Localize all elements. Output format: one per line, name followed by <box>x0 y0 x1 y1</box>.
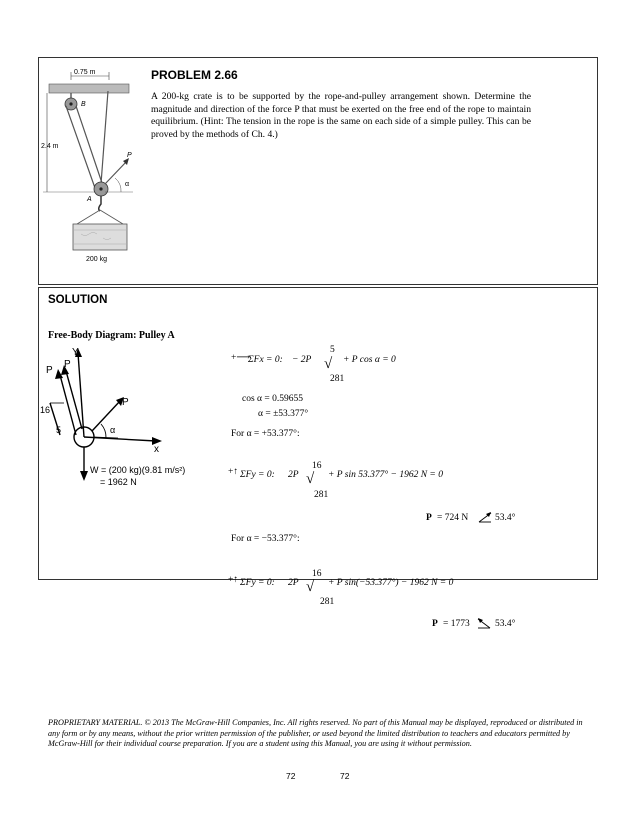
eq2-plus-arrow: +↑ <box>228 467 239 477</box>
footer-text: PROPRIETARY MATERIAL. © 2013 The McGraw-Hill Companies, Inc. All rights reserved. No part of this Manual may be displayed, reproduced or distributed in any form or by any means, without the prior written permission of the publisher, or used beyond the limited distribution to teachers and educators permitted by McGraw-Hill for their individual course preparation. If you are a student using this Manual, you are using it without permission. <box>48 718 583 748</box>
eq3-plus-arrow: +↑ <box>228 575 239 585</box>
eq2-sqrt: √ <box>306 471 315 487</box>
fbd-alpha: α <box>110 425 116 435</box>
ans2-value: = 1773 <box>443 619 470 629</box>
ans1-label: P <box>426 513 432 523</box>
eq2-term2: + P sin 53.377° − 1962 N = 0 <box>328 470 443 480</box>
solution-heading: SOLUTION <box>48 294 108 306</box>
eq3-frac-num: 16 <box>312 569 322 579</box>
problem-title: PROBLEM 2.66 <box>151 68 238 82</box>
fbd-weight-2: = 1962 N <box>100 477 137 487</box>
cos-line: cos α = 0.59655 <box>242 394 303 404</box>
fbd-p2: P <box>64 359 71 370</box>
eq2-frac-den: 281 <box>314 490 329 500</box>
x-axis <box>84 437 156 441</box>
problem-figure <box>41 64 141 264</box>
ans2-label: P <box>432 619 438 629</box>
page-number-2: 72 <box>340 771 350 781</box>
problem-text: A 200-kg crate is to be supported by the rope-and-pulley arrangement shown. Determine the magnitude and direction of the force P that must be exerted on the free end of the rope to maintain equilibrium. (Hint: The tension in the rope is the same on each side of a simple pulley. This can be proved by the methods of Ch. 4.) <box>151 91 531 140</box>
ceiling-beam <box>49 84 129 93</box>
eq1-plus-arrow: +⟶ <box>231 353 250 363</box>
eq1-frac-num: 5 <box>330 345 335 355</box>
case2-line: For α = −53.377°: <box>231 534 300 544</box>
eq1-term1: − 2P <box>292 355 312 365</box>
page-number-1: 72 <box>286 771 296 781</box>
fbd-weight-1: W = (200 kg)(9.81 m/s²) <box>90 465 186 475</box>
label-alpha: α <box>125 181 130 188</box>
label-p: P <box>127 152 132 159</box>
eq1-sqrt: √ <box>324 356 333 372</box>
eq3-term2: + P sin(−53.377°) − 1962 N = 0 <box>328 578 454 588</box>
ans2-angle: 53.4° <box>495 619 516 629</box>
eq1-frac-den: 281 <box>330 374 345 384</box>
eq2-frac-num: 16 <box>312 461 322 471</box>
case1-line: For α = +53.377°: <box>231 429 300 439</box>
ans2-direction-icon <box>477 617 491 629</box>
fbd-p3: P <box>122 397 129 408</box>
fbd-axis-y: Y <box>72 347 79 358</box>
eq3-term1: 2P <box>288 578 299 588</box>
eq1-term2: + P cos α = 0 <box>343 355 396 365</box>
label-a: A <box>87 196 92 203</box>
eq3-lhs: ΣFy = 0: <box>240 578 275 588</box>
dim-side-label: 2.4 m <box>41 143 59 150</box>
alpha-line: α = ±53.377° <box>258 409 309 419</box>
fbd-axis-x: x <box>154 444 159 455</box>
dim-top-label: 0.75 m <box>74 69 96 76</box>
eq2-term1: 2P <box>288 470 299 480</box>
eq3-frac-den: 281 <box>320 597 335 607</box>
ans1-direction-icon <box>478 511 492 523</box>
problem-box <box>38 57 598 285</box>
fbd-5: 5 <box>56 425 62 435</box>
fbd-label: Free-Body Diagram: Pulley A <box>48 330 175 341</box>
free-body-diagram <box>38 345 188 500</box>
label-b: B <box>81 101 86 108</box>
fbd-p1: P <box>46 365 53 376</box>
crate <box>73 224 127 250</box>
mass-label: 200 kg <box>86 256 108 263</box>
fbd-16: 16 <box>40 405 51 415</box>
eq1-lhs: ΣFx = 0: <box>248 355 283 365</box>
eq3-sqrt: √ <box>306 579 315 595</box>
ans1-angle: 53.4° <box>495 513 516 523</box>
eq2-lhs: ΣFy = 0: <box>240 470 275 480</box>
ans1-value: = 724 N <box>437 513 469 523</box>
